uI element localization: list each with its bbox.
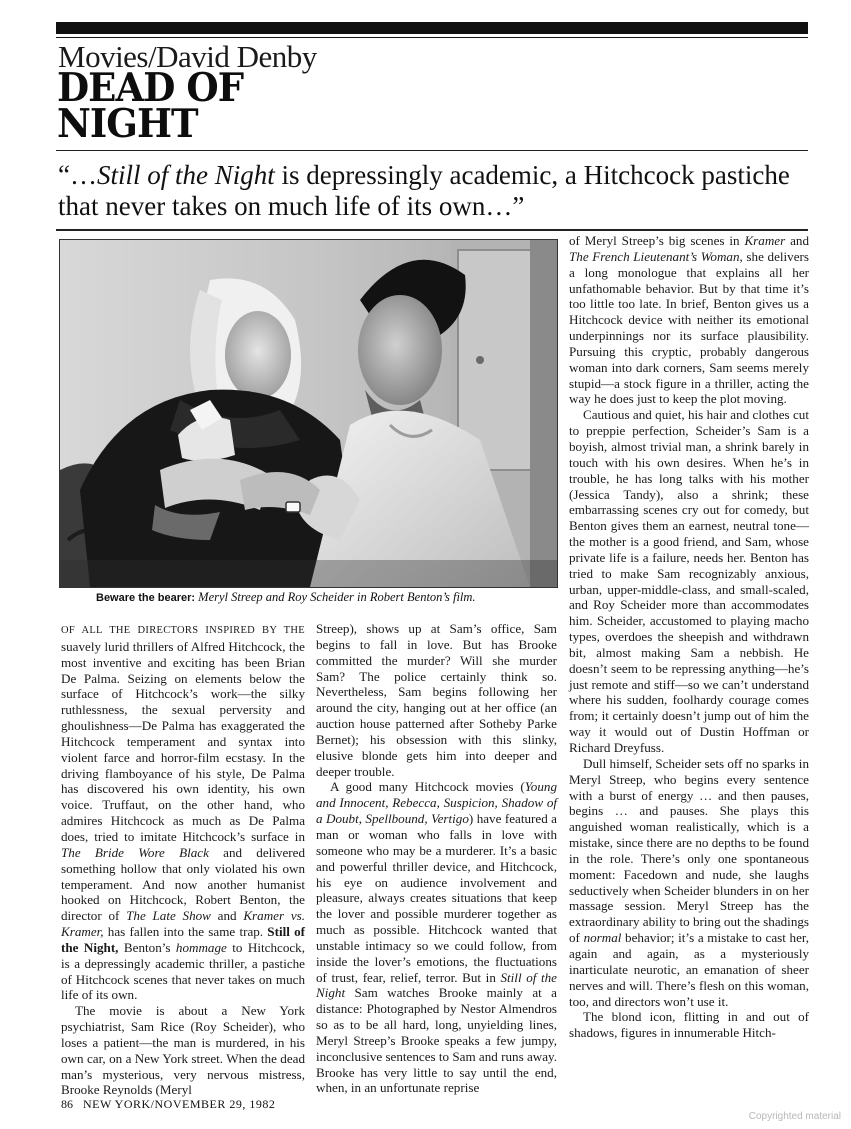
body-paragraph [569,756,809,1010]
text-run: and [785,233,809,248]
text-run: has fallen into the same trap. [103,924,268,940]
text-run: Still of the Night, [61,924,305,955]
headline-line-1: DEAD OF [57,65,244,111]
page-number: 86 [61,1097,73,1111]
top-rule-thin [56,37,808,38]
text-run: to Hitchcock, is a depressingly academic thriller, a pastiche of Hitchcock scenes that never takes on much life of its own. [61,939,305,1003]
text-run: The French Lieutenant’s Woman, [569,248,743,264]
body-column-2 [316,621,557,1096]
caption-label: Beware the bearer: [96,592,196,604]
text-run: and delivered something hollow that only violated his own temperament. And now another humanist hooked on Hitchcock, Robert Benton, the director of [61,844,306,924]
text-run: she delivers a long monologue that explains all her unfathomable behavior. But by that time it’s too little too late. In brief, Benton gives us a Hitchcock device with neither its emotional underpinnings nor its surface plausibility. Pursuing this cryptic, probably dangerous woman into dark corners, Sam seems merely stupid—a stock figure in a thriller, acting the way he does just to keep the plot moving. [569,248,809,407]
magazine-dateline: NEW YORK/NOVEMBER 29, 1982 [83,1097,276,1111]
text-run: ) have featured a man or woman who falls in love with someone who may be a murderer. It’s a basic and powerful thriller device, and Hitchcock, his eye on audience involvement and pleasure, always creates situations that keep the lover and possible murderer together as much as possible. Hitchcock wanted that unstable intimacy so we could follow, from inside the lover’s emotions, the fluctuations of trust, fear, relief, terror. But in [316,811,557,985]
caption-text: Meryl Streep and Roy Scheider in Robert Benton’s film. [195,590,476,604]
text-run: A good many Hitchcock movies ( [330,779,525,795]
copyright-watermark: Copyrighted material [748,1111,841,1122]
body-paragraph [569,1009,809,1041]
text-run: OF ALL THE DIRECTORS INSPIRED BY THE [61,625,305,636]
pullquote-top-rule [56,150,808,151]
text-run: Young and Innocent, Rebecca, Suspicion, Shadow of a Doubt, Spellbound, Vertigo [316,779,557,827]
headline-line-2: NIGHT [57,101,198,147]
body-paragraph [569,407,809,756]
body-paragraph [569,233,809,407]
pullquote-rest: is depressingly academic, a Hitchcock pastiche that never takes on much life of its own…” [58,160,790,221]
text-run: The movie is about a New York psychiatrist, Sam Rice (Roy Scheider), who loses a patient—the man is murdered, in his own car, on a New York street. When the dead man’s mysterious, very nervous mistress, Brooke Reynolds (Meryl [61,1003,305,1098]
body-paragraph [61,621,305,1003]
text-run: Kramer [744,233,786,248]
photo-illustration [60,240,557,587]
text-run: and [210,908,244,924]
text-run: Cautious and quiet, his hair and clothes cut to preppie perfection, Scheider’s Sam is a boyish, almost trivial man, a shrink barely in touch with his own desires. When he’s in trouble, he has long talks with his mother (Jessica Tandy), also a shrink; these embarrassing scenes cry out for comedy, but Benton gives them an earnest, neutral tone—the mother is a good friend, and Sam, whose private life is a failure, needs her. Benton has tried to make Sam recognizably anxious, urban, upper-middle-class, and small-scaled, and Roy Scheider more than accommodates him. Scheider, accustomed to playing macho types, overdoes the sheepish and withdrawn bit, almost making Sam a nebbish. He doesn’t seem to be repressing anything—he’s just remote and stiff—so we can’t understand where his sudden, foolhardy courage comes from; it certainly doesn’t jump out of him the way it would out of Dustin Hoffman or Richard Dreyfuss. [569,407,809,755]
text-run: of Meryl Streep’s big scenes in [569,233,745,248]
body-column-1 [61,621,305,1098]
section-kicker: Movies/David Denby [58,39,317,74]
pullquote-film-title: Still of the Night [96,160,275,190]
text-run: Benton’s [118,939,176,955]
text-run: behavior; it’s a mistake to cast her, again and again, as a mysteriously inarticulate neurotic, an emanation of sheer nerves and will. There’s flesh on this woman, too, and directors won’t use it. [569,930,809,1009]
page-footer [61,1097,275,1112]
text-run: hommage [175,939,227,955]
pullquote-bottom-rule [56,229,808,231]
photo-caption [96,590,476,605]
text-run: Kramer vs. Kramer, [61,908,305,940]
body-paragraph [316,621,557,779]
text-run: suavely lurid thrillers of Alfred Hitchcock, the most inventive and exciting has been Brian De Palma. Seizing on elements below the surface of Hitchcock’s work—the silky ruthlessness, the sexual perversity and ghoulishness—De Palma has exaggerated the Hitchcock temperament and syntax into violent farce and horror-film ecstasy. In the driving flamboyance of his style, De Palma has discovered his own identity, his own voice. Truffaut, on the other hand, who admires Hitchcock as much as De Palma does, tried to imitate Hitchcock’s surface in [61,638,305,844]
text-run: Sam watches Brooke mainly at a distance: Photographed by Nestor Almendros so as to be all hard, long, unyielding lines, Meryl Streep’s Brooke speaks a few jumpy, inconclusive sentences to Sam and runs away. Brooke has very little to say until the end, when, in an unfortunate reprise [316,985,557,1096]
top-rule-thick [56,22,808,34]
text-run: Streep), shows up at Sam’s office, Sam begins to fall in love. But has Brooke committed the murder? Will she murder Sam? The police certainly think so. Nevertheless, Sam begins following her around the city, hanging out at her office (an auction house patterned after Sotheby Parke Bernet); his obsession with this slinky, elusive blonde gets him into deeper and deeper trouble. [316,621,557,779]
pullquote-open: “… [58,160,97,190]
text-run: Still of the Night [316,969,557,1001]
text-run: normal [583,930,622,946]
text-run: The blond icon, flitting in and out of shadows, figures in innumerable Hitch- [569,1009,809,1041]
body-column-3 [569,233,809,1041]
body-paragraph [61,1003,305,1098]
pullquote [58,160,808,222]
text-run: The Bride Wore Black [61,844,209,860]
text-run: Dull himself, Scheider sets off no sparks in Meryl Streep, who begins every sentence with a burst of energy … and then pauses, begins … and pauses. She plays this anguished woman realistically, which is a mistake, since there are no depths to be found in the role. There’s only one spontaneous moment: Facedown and nude, she laughs seductively when Scheider blunders in on her massage session. Meryl Streep has the extraordinary ability to bring out the shadings of [569,755,810,946]
headline [57,65,244,147]
film-still-photo [59,239,558,588]
body-paragraph [316,779,557,1096]
text-run: The Late Show [126,908,211,924]
